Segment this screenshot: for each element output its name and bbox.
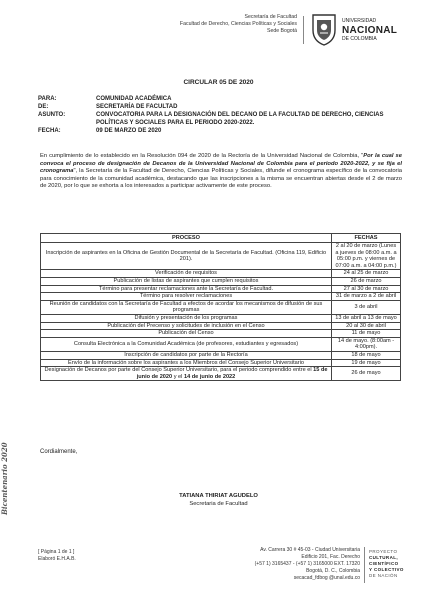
university-seal-icon bbox=[309, 12, 339, 46]
header-divider bbox=[303, 16, 304, 44]
table-row: Designación de Decanos por parte del Consejo Superior Universitario, para el periodo comprendido entre el 15 de junio de 2020 y el 14 de junio de 2022 26 de mayo bbox=[41, 367, 401, 381]
page-info bbox=[38, 549, 76, 563]
table-row: Envío de la información sobre los aspirantes a los Miembros del Consejo Superior Universitario 19 de mayo bbox=[41, 359, 401, 367]
table-row: Inscripción de aspirantes en la Oficina de Gestión Documental de la Secretaría de Facultad. (Oficina 119, Edificio 201). 2 al 20 de marzo (Lunes a jueves de 08:00 a.m. a 05:00 p.m. y viernes de 07:00 a.m. a 04:00 p.m.) bbox=[41, 243, 401, 270]
header-line: Facultad de Derecho, Ciencias Políticas y Sociales bbox=[179, 21, 297, 27]
bicentennial-logo: Bicentenario 2020 bbox=[0, 442, 9, 515]
table-row: Publicación del Precenso y solicitudes de inclusión en el Censo 20 al 30 de abril bbox=[41, 322, 401, 330]
table-row: Publicación de listas de aspirantes que cumplen requisitos 26 de marzo bbox=[41, 277, 401, 285]
meta-row-asunto: ASUNTO: CONVOCATORIA PARA LA DESIGNACIÓN DEL DECANO DE LA FACULTAD DE DERECHO, CIENCIAS POLÍTICAS Y SOCIALES PARA EL PERIODO 2020-2022. bbox=[38, 112, 384, 126]
signatory-name: TATIANA THIRIAT AGUDELO bbox=[179, 493, 258, 499]
meta-row-fecha: FECHA: 09 DE MARZO DE 2020 bbox=[38, 128, 162, 134]
page-number: [ Página 1 de 1 ] bbox=[38, 549, 75, 555]
faculty-header bbox=[97, 14, 297, 35]
table-header-row bbox=[41, 234, 401, 243]
table-row: Término para presentar reclamaciones ante la Secretaría de Facultad. 27 al 30 de marzo bbox=[41, 285, 401, 293]
proyecto-logo: PROYECTO CULTURAL, CIENTÍFICO Y COLECTIVO DE NACIÓN bbox=[369, 549, 404, 578]
body-paragraph: En cumplimiento de lo establecido en la Resolución 094 de 2020 de la Rectoría de la Universidad Nacional de Colombia, "Por la cual se convoca el proceso de designación de Decanos de la Universidad Nacional de Colombia para el periodo 2020-2022, y se fija el cronograma", la Secretaría de la Facultad de Derecho, Ciencias Políticas y Sociales, difunde el cronograma específico de la convocatoria para conocimiento de la comunidad académica, destacando que las inscripciones a la misma se encuentran abiertas desde el 2 de marzo de 2020, por lo que se exhorta a los interesados a participar activamente de este proceso. bbox=[40, 153, 402, 189]
signatory-role: Secretaria de Facultad bbox=[189, 501, 248, 507]
table-row: Término para resolver reclamaciones 31 de marzo a 2 de abril bbox=[41, 293, 401, 301]
meta-row-para: PARA: COMUNIDAD ACADÉMICA bbox=[38, 96, 172, 102]
circular-title: CIRCULAR 05 DE 2020 bbox=[183, 79, 254, 86]
header-line: Sede Bogotá bbox=[267, 28, 297, 34]
header-fechas: FECHAS bbox=[332, 234, 401, 243]
footer-divider bbox=[364, 547, 365, 583]
table-row: Publicación del Censo 11 de mayo bbox=[41, 330, 401, 338]
meta-row-de: DE: SECRETARÍA DE FACULTAD bbox=[38, 104, 178, 110]
schedule-table bbox=[40, 233, 401, 381]
circular-meta bbox=[38, 95, 408, 135]
closing-text: Cordialmente, bbox=[40, 449, 78, 455]
table-row: Verificación de requisitos 24 al 25 de marzo bbox=[41, 270, 401, 278]
header-proceso: PROCESO bbox=[41, 234, 332, 243]
signature-block bbox=[0, 492, 437, 508]
table-row: Reunión de candidatos con la Secretaría de Facultad a efectos de acordar los mecanismos de difusión de sus programas 3 de abril bbox=[41, 300, 401, 314]
footer-contact: Av. Carrera 30 # 45-03 - Ciudad Universitaria Edificio 201, Fac. Derecho (+57 1) 3165437 - (+57 1) 3165000 EXT. 17320 Bogotá, D. C., Colombia secacad_fdbog @unal.edu.co bbox=[220, 547, 360, 582]
university-wordmark: UNIVERSIDAD NACIONAL DE COLOMBIA bbox=[342, 18, 398, 42]
header-line: Secretaría de Facultad bbox=[244, 14, 297, 20]
table-row: Consulta Electrónica a la Comunidad Académica (de profesores, estudiantes y egresados) 14 de mayo. (8:00am - 4:00pm). bbox=[41, 337, 401, 351]
footer-email: secacad_fdbog @unal.edu.co bbox=[293, 575, 360, 581]
prepared-by: Elaboró E.H.A.B. bbox=[38, 556, 76, 562]
table-row: Inscripción de candidatos por parte de la Rectoría 18 de mayo bbox=[41, 351, 401, 359]
table-row: Difusión y presentación de los programas 13 de abril a 13 de mayo bbox=[41, 314, 401, 322]
resolution-title: Por la cual se convoca el proceso de designación de Decanos de la Universidad Nacional de Colombia para el periodo 2020-2022, y se fija el cronograma bbox=[40, 153, 402, 174]
